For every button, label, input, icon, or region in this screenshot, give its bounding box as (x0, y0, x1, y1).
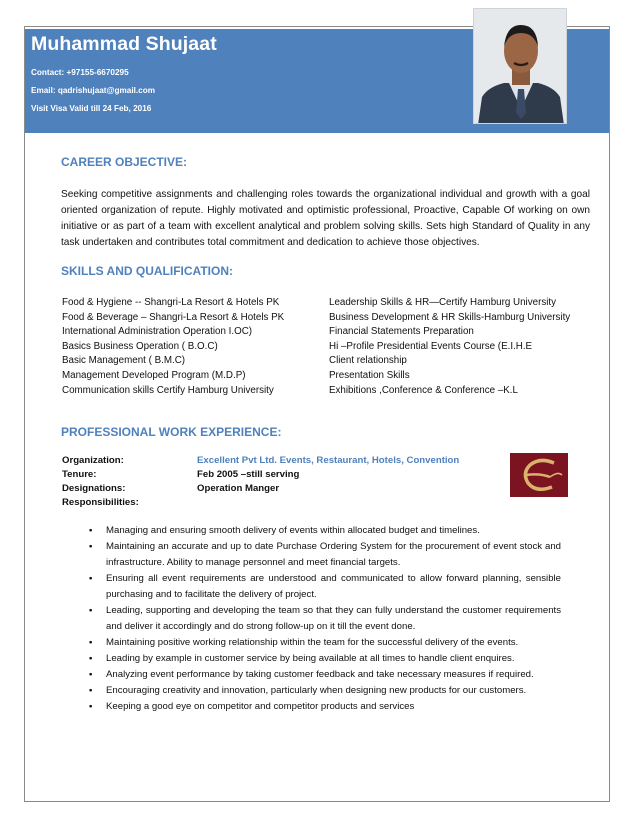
skill-item: International Administration Operation I.OC) (62, 326, 253, 338)
career-objective-text: Seeking competitive assignments and challenging roles towards the organizational individual and growth with a goal oriented organization of repute. Highly motivated and optimistic professional, Proactive, Capable Of working on own initiative or as part of a team with excellent analytical and problem solving skills. Sets high Standard of Quality in any task undertaken and contributes total commitment and dedication to achieve those objectives. (61, 189, 590, 248)
skill-item: Communication skills Certify Hamburg University (62, 384, 274, 396)
list-item-text: Keeping a good eye on competitor and competitor products and services (106, 701, 415, 712)
tenure-value: Feb 2005 –still serving (197, 469, 300, 480)
list-item: • Leading by example in customer service by being available at all times to handle client enquires. (89, 653, 515, 664)
designation-value: Operation Manger (197, 483, 280, 494)
visa-status: Visit Visa Valid till 24 Feb, 2016 (31, 104, 152, 113)
responsibilities-list (89, 523, 561, 715)
skill-item: Business Development & HR Skills-Hamburg University (329, 311, 571, 323)
contact-email: Email: qadrishujaat@gmail.com (31, 86, 156, 95)
designation-label: Designations: (62, 483, 126, 494)
company-logo (510, 453, 568, 497)
skill-item: Presentation Skills (329, 369, 410, 381)
list-item-text: Analyzing event performance by taking customer feedback and take necessary measures if required. (106, 669, 534, 680)
list-item: • Encouraging creativity and innovation, particularly when designing new products for our customers. (89, 685, 527, 696)
list-item: • Leading, supporting and developing the team so that they can fully understand the customer requirements and deliver it accordingly and do strong follow-up on it till the event done. (89, 605, 561, 632)
contact-phone: Contact: +97155-6670295 (31, 68, 129, 77)
skills-right-column (329, 296, 570, 398)
list-item-text: Leading by example in customer service by being available at all times to handle client enquires. (106, 653, 515, 664)
organization-label: Organization: (62, 455, 124, 466)
list-item-text: Maintaining positive working relationship within the team for the successful delivery of the events. (106, 637, 519, 648)
profile-photo (473, 8, 567, 124)
skill-item: Leadership Skills & HR—Certify Hamburg University (329, 297, 557, 308)
list-item: • Maintaining positive working relationship within the team for the successful delivery of the events. (89, 637, 519, 648)
list-item: • Analyzing event performance by taking customer feedback and take necessary measures if required. (89, 669, 534, 680)
career-objective-title: CAREER OBJECTIVE: (61, 155, 188, 169)
list-item-text: Encouraging creativity and innovation, particularly when designing new products for our customers. (106, 685, 527, 696)
skill-item: Basics Business Operation ( B.O.C) (62, 340, 218, 352)
tenure-label: Tenure: (62, 469, 97, 480)
list-item: • Keeping a good eye on competitor and competitor products and services (89, 701, 415, 712)
skill-item: Basic Management ( B.M.C) (62, 355, 186, 367)
organization-value: Excellent Pvt Ltd. Events, Restaurant, Hotels, Convention (197, 455, 460, 466)
list-item: • Managing and ensuring smooth delivery of events within allocated budget and timelines. (89, 525, 480, 536)
skill-item: Management Developed Program (M.D.P) (62, 369, 246, 381)
skills-left-column (62, 296, 284, 398)
list-item-text: Ensuring all event requirements are understood and communicated to allow forward planning, sensible purchasing and to facilitate the delivery of project. (106, 573, 561, 600)
list-item: • Ensuring all event requirements are understood and communicated to allow forward planning, sensible purchasing and to facilitate the delivery of project. (89, 573, 561, 600)
skill-item: Food & Hygiene -- Shangri-La Resort & Hotels PK (62, 297, 280, 308)
list-item-text: Leading, supporting and developing the team so that they can fully understand the customer requirements and deliver it accordingly and do strong follow-up on it till the event done. (106, 605, 561, 632)
skill-item: Client relationship (329, 355, 407, 367)
skill-item: Food & Beverage – Shangri-La Resort & Hotels PK (62, 311, 285, 323)
list-item-text: Maintaining an accurate and up to date Purchase Ordering System for the procurement of event stock and infrastructure. Ability to manage personnel and meet financial targets. (106, 541, 561, 568)
skill-item: Hi –Profile Presidential Events Course (E.I.H.E (329, 340, 533, 352)
skill-item: Financial Statements Preparation (329, 326, 474, 338)
skills-title: SKILLS AND QUALIFICATION: (61, 264, 233, 278)
skill-item: Exhibitions ,Conference & Conference –K.L (329, 384, 518, 396)
candidate-name: Muhammad Shujaat (31, 33, 217, 55)
responsibilities-label: Responsibilities: (62, 497, 139, 508)
list-item-text: Managing and ensuring smooth delivery of events within allocated budget and timelines. (106, 525, 480, 536)
experience-title: PROFESSIONAL WORK EXPERIENCE: (61, 425, 282, 439)
list-item: • Maintaining an accurate and up to date Purchase Ordering System for the procurement of event stock and infrastructure. Ability to manage personnel and meet financial targets. (89, 541, 561, 568)
